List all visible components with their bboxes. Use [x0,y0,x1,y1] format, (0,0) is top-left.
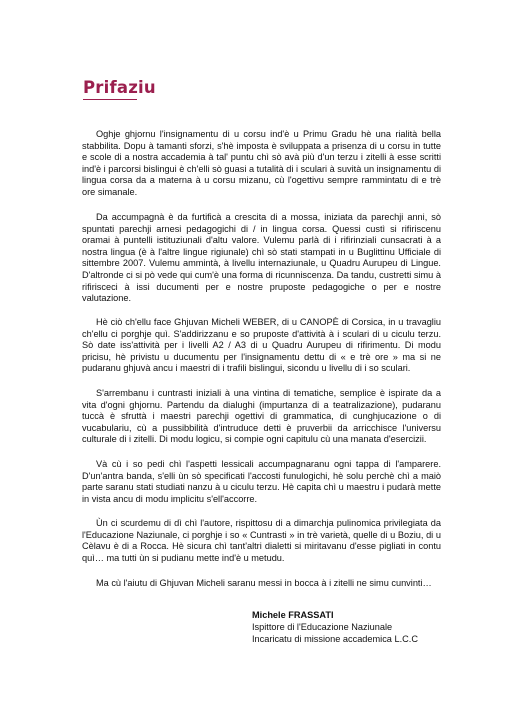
signature-role: Ispittore di l'Educazione Naziunale [252,622,393,632]
paragraph-6: Ùn ci scurdemu di dì chì l'autore, rispittosu di a dimarchja pulinomica privilegiata da l'Educazione Naziunale, ci porghje i so « Cuntrasti » in trè varietà, quelle di u Boziu, di u Cèlavu è di a Rocca. Hè sicura chì tant'altri dialetti si miritavanu d'esse pigliati in contu quì… ma tutti ùn si pudianu mette ind'è u metudu. [82,518,441,563]
signature-mission: Incaricatu di missione accademica L.C.C [252,634,418,644]
signature-name: Michele FRASSATI [252,610,334,620]
paragraph-4: S'arrembanu i cuntrasti iniziali à una vintina di tematiche, semplice è ispirate da a vita d'ogni ghjornu. Partendu da dialughi (impurtanza di a teatralizazione), pudaranu tuccà è sfruttà i maestri parechji ogettivi di grammatica, di cunghjucazione o di vucabulariu, cù a pussibbilità d'intruduce detti è pruverbii da arricchisce l'universu culturale di i zitelli. Di modu logicu, si compie ogni capitulu cù una manata d'esercizii. [82,388,441,445]
page-title: Prifaziu [83,78,156,97]
paragraph-5: Và cù i so pedi chì l'aspetti lessicali accumpagnaranu ogni tappa di l'amparere. D'un'antra banda, s'elli ùn sò specificati l'accosti funulogichi, hè solu perchè chì a maiò parte saranu stati studiati nanzu à u ciculu terzu. Hè capita chì u maestru i pudarà mette in vista ancu di modu implicitu s'ell'accorre. [82,459,441,504]
paragraph-2: Da accumpagnà è da furtificà a crescita di a mossa, iniziata da parechji anni, sò spuntati parechji arnesi pedagogichi di / in lingua corsa. Quessi custì si rifiriscenu oramai à puntelli istituziunali d'altu valore. Vulemu parlà di i rifirinziali cunsacrati à a nostra lingua (è à l'altre lingue rigiunale) chì sò stati stampati in u Buglittinu Ufficiale di sittembre 2007. Vulemu ammintà, à livellu internaziunale, u Quadru Aurupeu di Lingue. D'altronde ci si pò vede qui cum'è una forma di ricunniscenza. Da tandu, custretti simu à rifirisceci à issi ducumenti per e nostre pruposte pedagogiche o per e nostre valutazione. [82,212,441,304]
paragraph-1: Oghje ghjornu l'insignamentu di u corsu ind'è u Primu Gradu hè una rialità bella stabbilita. Dopu à tamanti sforzi, s'hè imposta è sviluppata a prisenza di u corsu in tutte e scole di a nostra accademia à tal' puntu chì sò avà più d'un terzu i zitelli à esse scritti ind'è i parcorsi bislingui è ch'elli sò guasi a tutalità di i sculari à suvità un insignamentu di lingua corsa da a materna à u corsu mizanu, cù l'ogettivu sempre rammintatu di e trè ore simanale. [82,129,441,197]
closing-line: Ma cù l'aiutu di Ghjuvan Micheli saranu messi in bocca à i zitelli ne simu cunvinti… [96,578,432,588]
title-underline [83,99,137,100]
paragraph-3: Hè ciò ch'ellu face Ghjuvan Micheli WEBER, di u CANOPÈ di Corsica, in u travagliu ch'ellu ci porghje quì. S'addirizzanu e so pruposte d'attività à i sculari di u ciculu terzu. Sò date iss'attività per i livelli A2 / A3 di u Quadru Aurupeu di rifirimentu. Di modu pricisu, hè privistu u ducumentu per l'insignamentu dettu di « e trè ore » ma si ne pudaranu ghjuvà ancu i maestri di i trafili bislingui, sicondu u livellu di i so sculari. [82,317,441,374]
